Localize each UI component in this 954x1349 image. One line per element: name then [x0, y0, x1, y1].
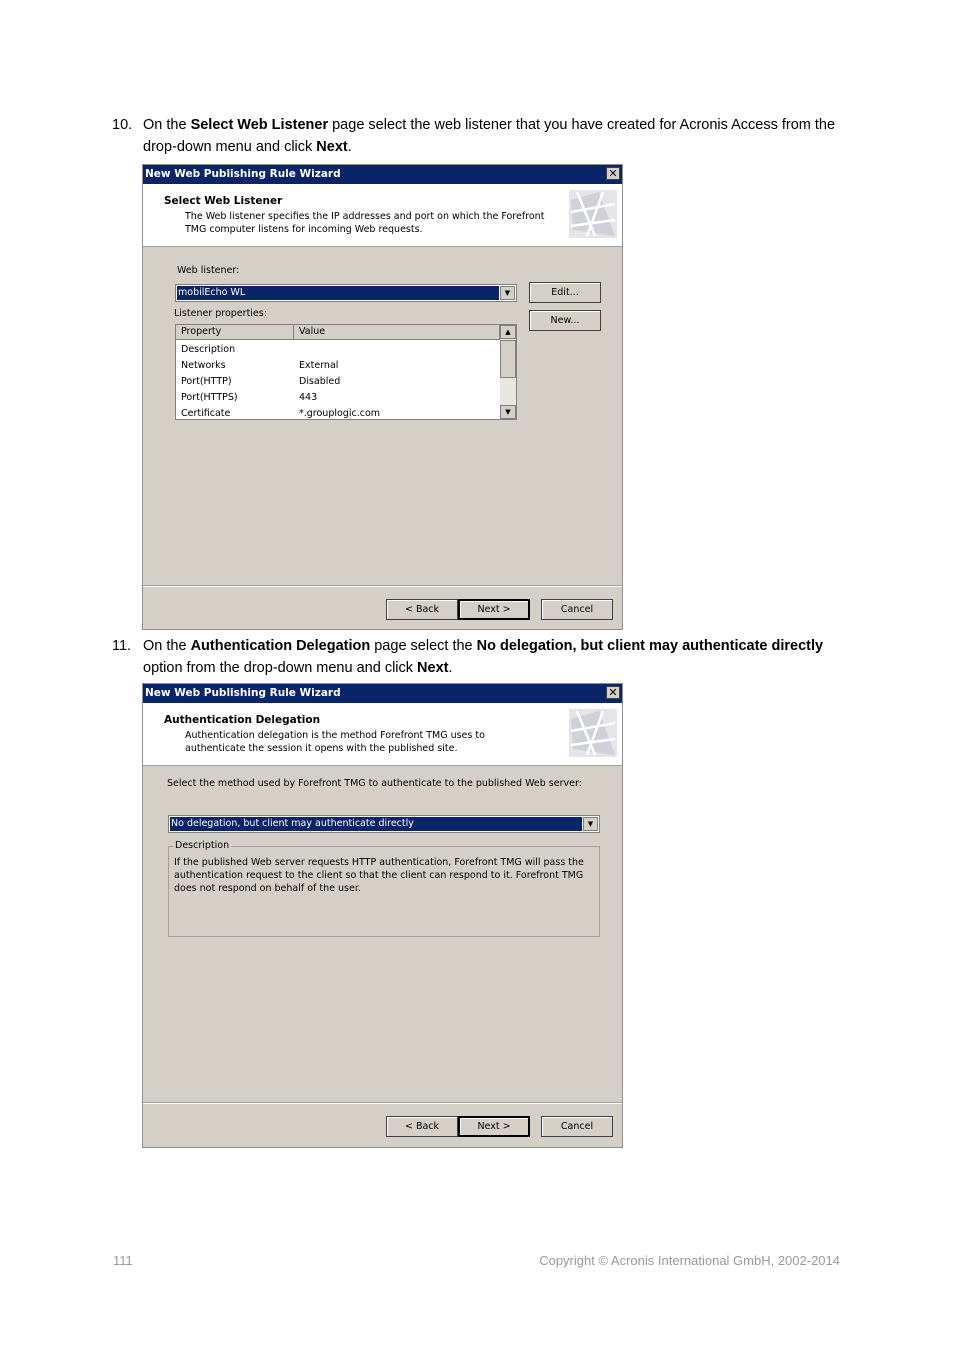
web-listener-selected: mobilEcho WL [177, 286, 499, 300]
button-separator [143, 585, 622, 587]
wizard-logo-icon [569, 190, 617, 238]
column-header-value[interactable]: Value [294, 325, 500, 340]
list-item[interactable]: Certificate *.grouplogic.com [181, 408, 381, 419]
list-item[interactable]: Port(HTTP) Disabled [181, 376, 341, 387]
wizard-logo-icon [569, 709, 617, 757]
vertical-scrollbar[interactable] [500, 325, 516, 419]
back-button[interactable]: < Back [386, 599, 458, 620]
button-separator [143, 1102, 622, 1104]
description-text: If the published Web server requests HTTP authentication, Forefront TMG will pass the authentication request to the client so that the client can respond to it. Forefront TMG does not respond on behalf of the user. [174, 857, 584, 894]
close-button[interactable]: ✕ [606, 167, 620, 180]
dialog-title: New Web Publishing Rule Wizard [145, 168, 341, 180]
wizard-header [143, 184, 622, 247]
dialog-title-bar [143, 684, 622, 703]
cancel-button[interactable]: Cancel [541, 1116, 613, 1137]
listener-properties-list[interactable] [175, 324, 517, 420]
description-legend: Description [175, 840, 230, 851]
step-text: On the Authentication Delegation page select the No delegation, but client may authenticate directly option from the drop-down menu and click Next. [143, 638, 824, 676]
dialog-title-bar [143, 165, 622, 184]
scroll-thumb[interactable] [500, 340, 516, 378]
edit-button[interactable]: Edit... [529, 282, 601, 303]
description-group [168, 840, 600, 937]
chevron-down-icon[interactable]: ▼ [500, 286, 515, 300]
column-header-property[interactable]: Property [176, 325, 294, 340]
header-description: Authentication delegation is the method Forefront TMG uses to authenticate the session it opens with the published site. [185, 730, 485, 754]
cancel-button[interactable]: Cancel [541, 599, 613, 620]
next-button[interactable]: Next > [458, 1116, 530, 1137]
header-title: Authentication Delegation [164, 714, 321, 726]
list-item[interactable]: Port(HTTPS) 443 [181, 392, 318, 403]
step-number: 11. [112, 638, 132, 654]
method-label: Select the method used by Forefront TMG to authenticate to the published Web server: [167, 778, 582, 789]
scroll-up-icon[interactable]: ▲ [500, 325, 516, 339]
step-number: 10. [112, 117, 133, 133]
web-listener-label: Web listener: [177, 265, 240, 276]
delegation-method-selected: No delegation, but client may authenticate directly [170, 817, 582, 831]
chevron-down-icon[interactable]: ▼ [583, 817, 598, 831]
list-item[interactable]: Description [181, 344, 236, 355]
copyright-text: Copyright © Acronis International GmbH, 2002-2014 [539, 1253, 840, 1268]
wizard-header [143, 703, 622, 766]
web-listener-dropdown[interactable] [175, 284, 517, 302]
listener-properties-label: Listener properties: [174, 308, 267, 319]
back-button[interactable]: < Back [386, 1116, 458, 1137]
select-web-listener-dialog [142, 164, 623, 630]
step-text: On the Select Web Listener page select the web listener that you have created for Acronis Access from the drop-down menu and click Next. [143, 117, 836, 155]
authentication-delegation-dialog [142, 683, 623, 1148]
close-button[interactable]: ✕ [606, 686, 620, 699]
scroll-down-icon[interactable]: ▼ [500, 405, 516, 419]
header-description: The Web listener specifies the IP addresses and port on which the Forefront TMG computer listens for incoming Web requests. [185, 211, 545, 235]
next-button[interactable]: Next > [458, 599, 530, 620]
page-number: 111 [113, 1253, 133, 1268]
header-title: Select Web Listener [164, 195, 283, 207]
list-item[interactable]: Networks External [181, 360, 339, 371]
dialog-title: New Web Publishing Rule Wizard [145, 687, 341, 699]
new-button[interactable]: New... [529, 310, 601, 331]
delegation-method-dropdown[interactable] [168, 815, 600, 833]
